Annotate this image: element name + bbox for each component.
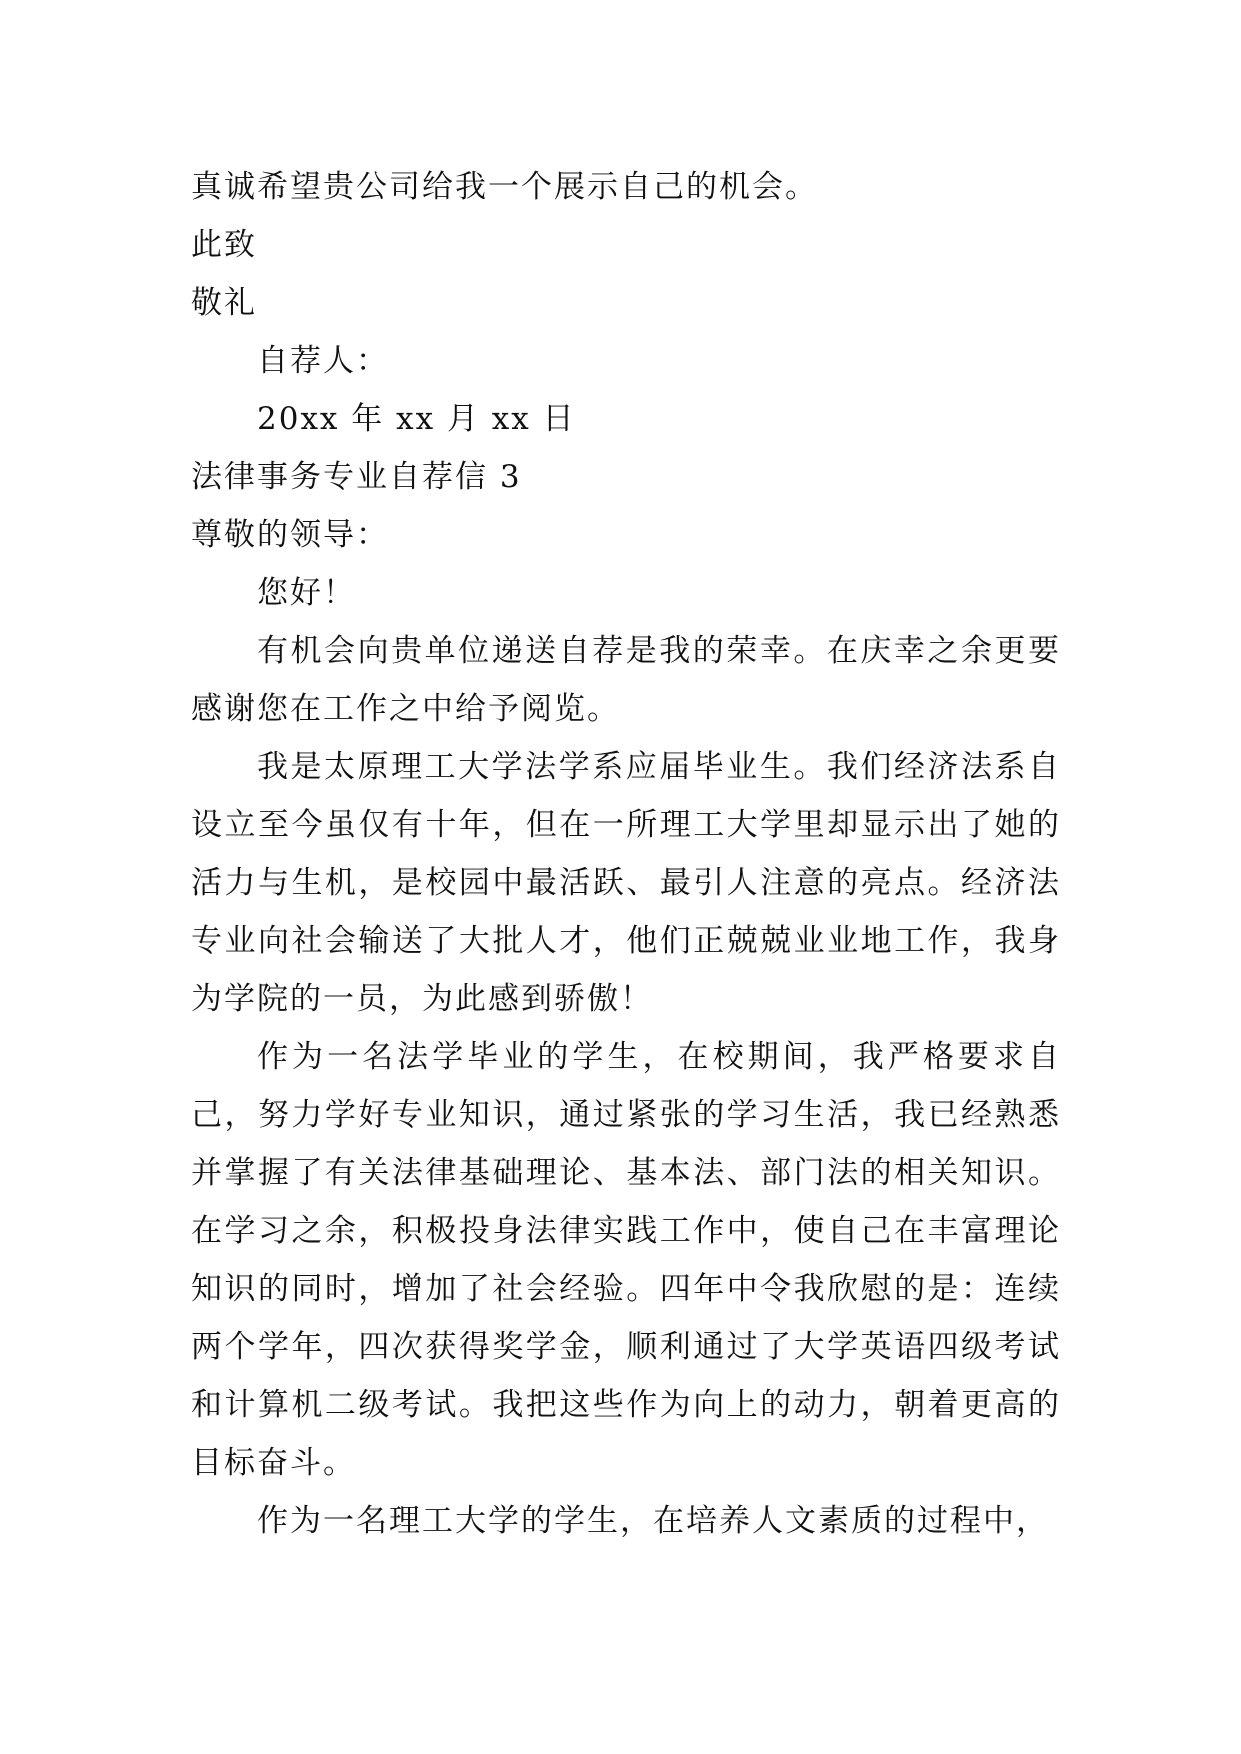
paragraph-1: 有机会向贵单位递送自荐是我的荣幸。在庆幸之余更要感谢您在工作之中给予阅览。 [191,633,1061,727]
paragraph-4: 作为一名理工大学的学生，在培养人文素质的过程中， [257,1503,1049,1539]
hello-line: 您好！ [257,575,356,611]
closing-sentence: 真诚希望贵公司给我一个展示自己的机会。 [191,169,818,205]
paragraph-2: 我是太原理工大学法学系应届毕业生。我们经济法系自设立至今虽仅有十年，但在一所理工大学里却显示出了她的活力与生机，是校园中最活跃、最引人注意的亮点。经济法专业向社会输送了大批人才，他们正兢兢业业地工作，我身为学院的一员，为此感到骄傲！ [191,749,1061,1017]
salutation-cizhi: 此致 [191,227,257,263]
paragraph-3: 作为一名法学毕业的学生，在校期间，我严格要求自己，努力学好专业知识，通过紧张的学习生活，我已经熟悉并掌握了有关法律基础理论、基本法、部门法的相关知识。在学习之余，积极投身法律实践工作中，使自己在丰富理论知识的同时，增加了社会经验。四年中令我欣慰的是：连续两个学年，四次获得奖学金，顺利通过了大学英语四级考试和计算机二级考试。我把这些作为向上的动力，朝着更高的目标奋斗。 [191,1039,1061,1481]
letter-body [191,158,1061,1550]
greeting: 尊敬的领导： [191,517,389,553]
letter-date: 20xx 年 xx 月 xx 日 [257,401,576,437]
signer-label: 自荐人： [257,343,389,379]
letter-heading: 法律事务专业自荐信 3 [191,459,522,495]
salutation-jingli: 敬礼 [191,285,257,321]
